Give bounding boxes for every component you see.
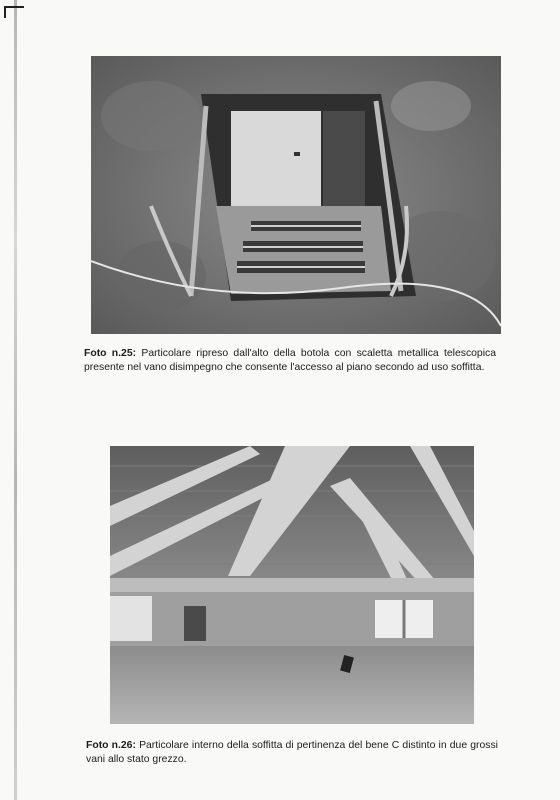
caption-label: Foto n.26 [86,740,133,751]
photo-hatch-ladder [91,56,501,334]
caption-text: Particolare interno della soffitta di pertinenza del bene C distinto in due grossi vani allo stato grezzo. [86,740,498,765]
caption-text: Particolare ripreso dall'alto della botola con scaletta metallica telescopica presente nel vano disimpegno che consente l'accesso al piano secondo ad uso soffitta. [84,348,496,373]
binding-edge [14,0,17,800]
photo-attic-interior [110,446,474,724]
caption-label: Foto n.25 [84,348,133,359]
caption-colon: : [132,348,142,359]
caption-photo-26 [86,739,498,766]
caption-colon: : [132,740,140,751]
caption-photo-25 [84,347,496,374]
corner-mark [4,6,24,18]
